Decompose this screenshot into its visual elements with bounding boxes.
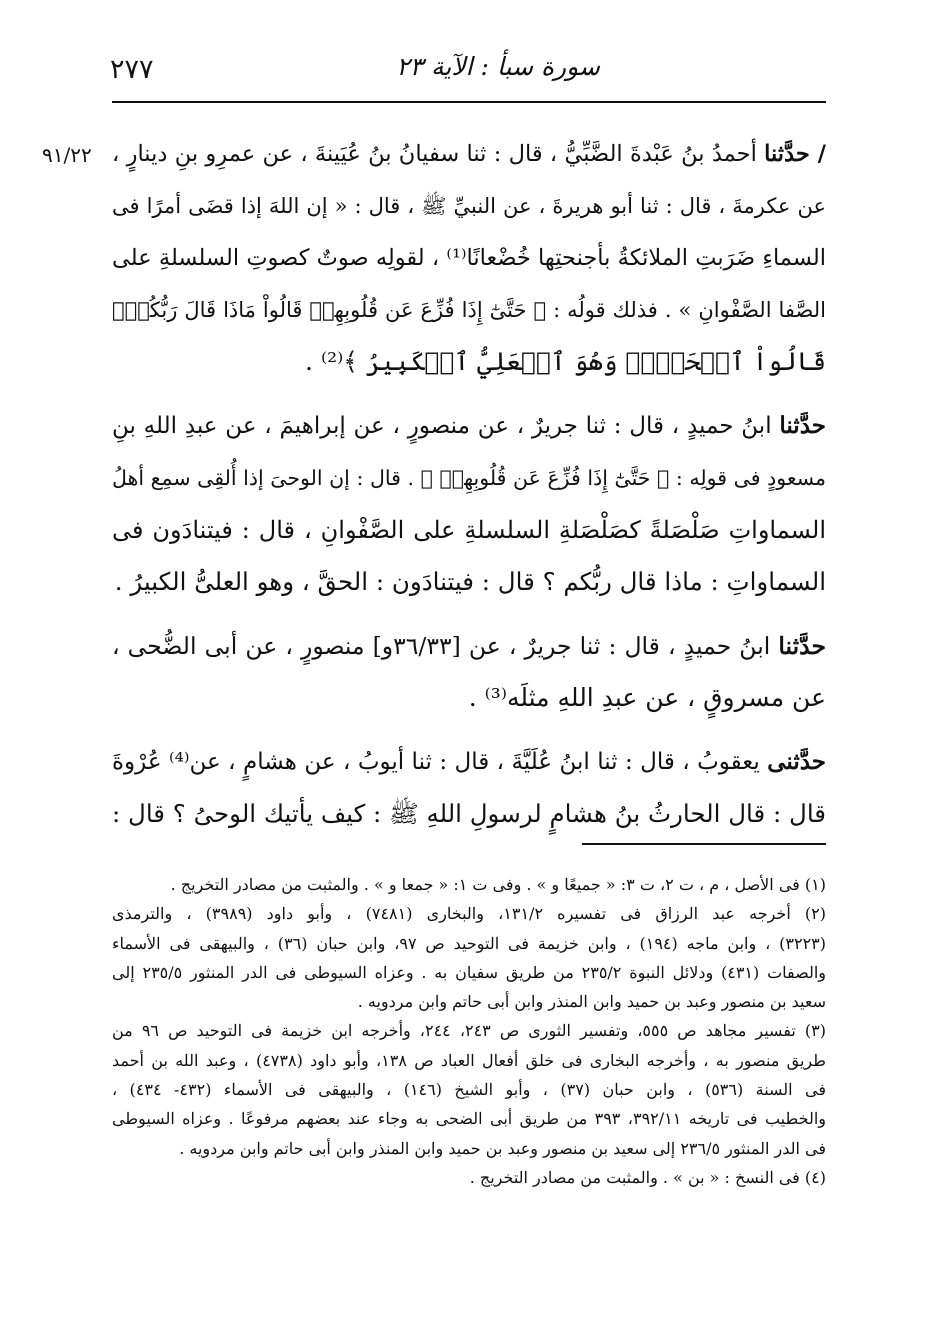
- margin-reference: ٩١/٢٢: [42, 143, 92, 167]
- text-line: السماءِ ضَرَبتِ الملائكةُ بأجنحتِها خُضْعانًا⁽¹⁾ ، لقولِه صوتٌ كصوتِ السلسلةِ على: [112, 245, 826, 271]
- main-text: [112, 128, 826, 852]
- text-line: عن مسروقٍ ، عن عبدِ اللهِ مثلَه⁽³⁾ .: [468, 683, 826, 712]
- footnote-line: والخطيب فى تاريخه ٣٩٢/١١، ٣٩٣ من طريق أبى الضحى به وجاء عند بعضهم مرفوعًا . وعزاه السيوطى: [112, 1109, 827, 1129]
- text-line: السماواتِ صَلْصَلةً كصَلْصَلةِ السلسلةِ على الصَّفْوانِ ، قال : فيتنادَون فى: [112, 516, 826, 544]
- text-line: قال : قال الحارثُ بنُ هشامٍ لرسولِ اللهِ ﷺ : كيف يأتيك الوحىُ ؟ قال :: [112, 799, 826, 828]
- paragraph-1: [112, 128, 826, 388]
- running-title: سورة سبأ : الآية ٢٣: [396, 52, 600, 81]
- text-line: السماواتِ : ماذا قال ربُّكم ؟ قال : فيتنادَون : الحقَّ ، وهو العلىُّ الكبيرُ .: [114, 567, 826, 596]
- footnote-line: (٢) أخرجه عبد الرزاق فى تفسيره ١٣١/٢، والبخارى (٧٤٨١) ، وأبو داود (٣٩٨٩) ، والترمذى: [112, 904, 826, 924]
- paragraph-4: [112, 736, 826, 840]
- text-line: حدَّثنا ابنُ حميدٍ ، قال : ثنا جريرٌ ، عن منصورٍ ، عن إبراهيمَ ، عن عبدِ اللهِ بنِ: [112, 412, 826, 439]
- text-line: حدَّثنا ابنُ حميدٍ ، قال : ثنا جريرٌ ، عن [٣٦/٣٣و] منصورٍ ، عن أبى الضُّحى ،: [112, 632, 827, 660]
- footnote-rule: [582, 843, 826, 845]
- paragraph-3: [112, 620, 826, 724]
- narrator-formula: / حدَّثنا: [764, 141, 826, 167]
- narrator-formula: حدَّثنا: [778, 632, 827, 660]
- text-line: الصَّفا الصَّفْوانِ » . فذلك قولُه : ﴿ حَتَّىٰٓ إِذَا فُزِّعَ عَن قُلُوبِهِمۡ قَالُواْ مَاذَا قَالَ رَبُّكُمۡۖ: [112, 298, 826, 322]
- footnote-line: والصفات (٤٣١) ودلائل النبوة ٢٣٥/٢ من طريق سفيان به . وعزاه السيوطى فى الدر المنثور ٢٣٥/٥ إلى: [112, 962, 827, 982]
- text-line: / حدَّثنا أحمدُ بنُ عَبْدةَ الضَّبِّيُّ ، قال : ثنا سفيانُ بنُ عُيَينةَ ، عن عمرِو بنِ دينارٍ ،: [112, 141, 826, 167]
- footnote-line: سعيد بن منصور وعبد بن حميد وابن المنذر وابن أبى حاتم وابن مردويه .: [357, 992, 826, 1012]
- footnotes: [112, 870, 826, 1192]
- footnote-line: (٣٢٢٣) ، وابن ماجه (١٩٤) ، وابن خزيمة فى التوحيد ص ٩٧، وابن حبان (٣٦) ، والبيهقى فى الأسماء: [112, 933, 826, 953]
- footnote-line: (١) فى الأصل ، م ، ت ٢، ت ٣: « جميعًا و » . وفى ت ١: « جمعا و » . والمثبت من مصادر التخريج .: [170, 875, 826, 894]
- header-rule: [112, 101, 826, 103]
- text-line: مسعودٍ فى قولِه : ﴿ حَتَّىٰٓ إِذَا فُزِّعَ عَن قُلُوبِهِمۡ ﴾ . قال : إن الوحىَ إذا أُلقِى سمِع أهلُ: [112, 466, 826, 490]
- footnote-line: فى السنة (٥٣٦) ، وابن حبان (٣٧) ، وأبو الشيخ (١٤٦) ، والبيهقى فى الأسماء (٤٣٢- ٤٣٤) ،: [112, 1080, 827, 1100]
- footnote-line: (٤) فى النسخ : « بن » . والمثبت من مصادر التخريج .: [469, 1167, 826, 1187]
- footnote-line: طريق منصور به ، وأخرجه البخارى فى خلق أفعال العباد ص ١٣٨، وأبو داود (٤٧٣٨) ، وعبد الله بن أحمد: [112, 1050, 826, 1070]
- narrator-formula: حدَّثنا: [779, 412, 826, 439]
- page-header: [110, 52, 828, 92]
- narrator-formula: حدَّثنى: [767, 748, 827, 775]
- text-line: حدَّثنى يعقوبُ ، قال : ثنا ابنُ عُلَيَّةَ ، قال : ثنا أيوبُ ، عن هشامٍ ، عن⁽⁴⁾ عُرْوةَ: [112, 748, 827, 775]
- paragraph-2: [112, 400, 826, 608]
- text-line: عن عكرمةَ ، قال : ثنا أبو هريرةَ ، عن النبيِّ ﷺ ، قال : « إن اللهَ إذا قضَى أمرًا فى: [112, 194, 826, 218]
- text-line: قَالُواْ ٱلۡحَقَّۖ وَهُوَ ٱلۡعَلِيُّ ٱلۡكَبِيرُ ﴾⁽²⁾ .: [305, 347, 826, 376]
- footnote-line: (٣) تفسير مجاهد ص ٥٥٥، وتفسير الثورى ص ٢٤٣، ٢٤٤، وأخرجه ابن خزيمة فى التوحيد ص ٩٦ من: [112, 1021, 826, 1041]
- page-number: ٢٧٧: [110, 54, 154, 85]
- footnote-line: فى الدر المنثور ٢٣٦/٥ إلى سعيد بن منصور وعبد بن حميد وابن المنذر وابن أبى حاتم وابن مردويه .: [179, 1138, 826, 1158]
